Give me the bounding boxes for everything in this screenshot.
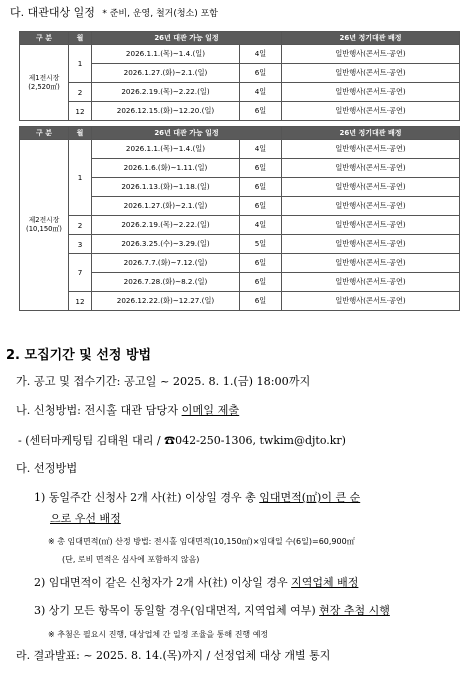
table-row xyxy=(20,83,460,102)
hall2-name: 제2전시장 xyxy=(28,216,60,224)
month-cell: 3 xyxy=(69,235,92,254)
item-na-emphasis: 이메일 제출 xyxy=(181,404,240,417)
month-cell: 1 xyxy=(69,45,92,83)
use-cell: 일반행사(콘서트·공연) xyxy=(282,64,460,83)
days-cell: 4일 xyxy=(240,216,282,235)
section-title-text: 다. 대관대상 일정 xyxy=(10,6,95,19)
header-assigned: 26년 정기대관 배정 xyxy=(282,32,460,45)
days-cell: 6일 xyxy=(240,197,282,216)
table-row xyxy=(20,254,460,273)
period-cell: 2026.3.25.(수)~3.29.(일) xyxy=(92,235,240,254)
method-1-emphasis: 임대면적(㎡)이 큰 순 xyxy=(259,491,361,504)
method-1-text: 1) 동일주간 신청사 2개 사(社) 이상일 경우 총 xyxy=(34,491,260,504)
hall1-name: 제1전시장 xyxy=(28,73,60,82)
use-cell: 일반행사(콘서트·공연) xyxy=(282,292,460,311)
month-cell: 12 xyxy=(69,102,92,121)
days-cell: 6일 xyxy=(240,292,282,311)
use-cell: 일반행사(콘서트·공연) xyxy=(282,83,460,102)
hall1-area: (2,520㎡) xyxy=(28,82,60,91)
table-row xyxy=(20,292,460,311)
period-cell: 2026.7.28.(화)~8.2.(일) xyxy=(92,273,240,292)
use-cell: 일반행사(콘서트·공연) xyxy=(282,102,460,121)
use-cell: 일반행사(콘서트·공연) xyxy=(282,197,460,216)
header-available: 26년 대관 가능 일정 xyxy=(92,127,282,140)
method-1-cont: 으로 우선 배정 xyxy=(50,512,121,525)
days-cell: 5일 xyxy=(240,235,282,254)
days-cell: 6일 xyxy=(240,273,282,292)
use-cell: 일반행사(콘서트·공연) xyxy=(282,159,460,178)
method-3 xyxy=(34,602,390,618)
header-category: 구 분 xyxy=(20,32,69,45)
hall2-area: (10,150㎡) xyxy=(26,225,62,233)
method-3-emphasis: 현장 추첨 시행 xyxy=(319,604,390,617)
table-row xyxy=(20,140,460,159)
days-cell: 6일 xyxy=(240,159,282,178)
use-cell: 일반행사(콘서트·공연) xyxy=(282,45,460,64)
period-cell: 2026.12.15.(화)~12.20.(일) xyxy=(92,102,240,121)
use-cell: 일반행사(콘서트·공연) xyxy=(282,254,460,273)
method-1 xyxy=(34,489,360,505)
use-cell: 일반행사(콘서트·공연) xyxy=(282,235,460,254)
section-title xyxy=(10,4,218,20)
item-ra: 라. 결과발표: ~ 2025. 8. 14.(목)까지 / 선정업체 대상 개별 통지 xyxy=(16,649,331,662)
item-da: 다. 선정방법 xyxy=(16,462,78,475)
period-cell: 2026.2.19.(목)~2.22.(일) xyxy=(92,216,240,235)
days-cell: 6일 xyxy=(240,178,282,197)
period-cell: 2026.7.7.(화)~7.12.(일) xyxy=(92,254,240,273)
period-cell: 2026.12.22.(화)~12.27.(일) xyxy=(92,292,240,311)
month-cell: 2 xyxy=(69,83,92,102)
use-cell: 일반행사(콘서트·공연) xyxy=(282,273,460,292)
month-cell: 1 xyxy=(69,140,92,216)
item-na-text: 나. 신청방법: 전시홀 대관 담당자 xyxy=(16,404,182,417)
month-cell: 7 xyxy=(69,254,92,292)
method-1-note: ※ 총 임대면적(㎡) 산정 방법: 전시홀 임대면적(10,150㎡)×임대일 수(6일)=60,900㎡ xyxy=(48,537,355,546)
method-2-emphasis: 지역업체 배정 xyxy=(291,576,359,589)
days-cell: 6일 xyxy=(240,254,282,273)
item-ga: 가. 공고 및 접수기간: 공고일 ~ 2025. 8. 1.(금) 18:00까지 xyxy=(16,375,311,388)
period-cell: 2026.1.1.(목)~1.4.(일) xyxy=(92,45,240,64)
period-cell: 2026.2.19.(목)~2.22.(일) xyxy=(92,83,240,102)
header-assigned: 26년 정기대관 배정 xyxy=(282,127,460,140)
hall1-name-cell xyxy=(20,45,69,121)
days-cell: 6일 xyxy=(240,102,282,121)
section-note: * 준비, 운영, 철거(청소) 포함 xyxy=(102,9,219,19)
use-cell: 일반행사(콘서트·공연) xyxy=(282,178,460,197)
period-cell: 2026.1.1.(목)~1.4.(일) xyxy=(92,140,240,159)
period-cell: 2026.1.6.(화)~1.11.(일) xyxy=(92,159,240,178)
item-na xyxy=(16,402,239,418)
method-3-text: 3) 상기 모든 항목이 동일할 경우(임대면적, 지역업체 여부) xyxy=(34,604,320,617)
table-row xyxy=(20,235,460,254)
table-row xyxy=(20,216,460,235)
month-cell: 12 xyxy=(69,292,92,311)
header-category: 구 분 xyxy=(20,127,69,140)
use-cell: 일반행사(콘서트·공연) xyxy=(282,140,460,159)
table-header-row xyxy=(20,32,460,45)
days-cell: 4일 xyxy=(240,45,282,64)
period-cell: 2026.1.27.(화)~2.1.(일) xyxy=(92,197,240,216)
header-month: 월 xyxy=(69,32,92,45)
method-3-note: ※ 추첨은 필요시 진행, 대상업체 간 일정 조율을 통해 진행 예정 xyxy=(48,630,269,639)
period-cell: 2026.1.27.(화)~2.1.(일) xyxy=(92,64,240,83)
method-1-note-2: (단, 로비 면적은 심사에 포함하지 않음) xyxy=(62,555,200,564)
days-cell: 6일 xyxy=(240,64,282,83)
method-2-text: 2) 임대면적이 같은 신청자가 2개 사(社) 이상일 경우 xyxy=(34,576,292,589)
days-cell: 4일 xyxy=(240,83,282,102)
hall2-name-cell xyxy=(20,140,69,311)
section2-title: 2. 모집기간 및 선정 방법 xyxy=(6,348,152,363)
period-cell: 2026.1.13.(화)~1.18.(일) xyxy=(92,178,240,197)
hall1-schedule-table xyxy=(19,31,460,121)
contact-line: - (센터마케팅팀 김태원 대리 / ☎042-250-1306, twkim@djto.kr) xyxy=(18,434,346,447)
table-header-row xyxy=(20,127,460,140)
header-month: 월 xyxy=(69,127,92,140)
table-row xyxy=(20,45,460,64)
method-2 xyxy=(34,574,358,590)
month-cell: 2 xyxy=(69,216,92,235)
table-row xyxy=(20,102,460,121)
hall2-schedule-table xyxy=(19,126,460,311)
days-cell: 4일 xyxy=(240,140,282,159)
header-available: 26년 대관 가능 일정 xyxy=(92,32,282,45)
use-cell: 일반행사(콘서트·공연) xyxy=(282,216,460,235)
